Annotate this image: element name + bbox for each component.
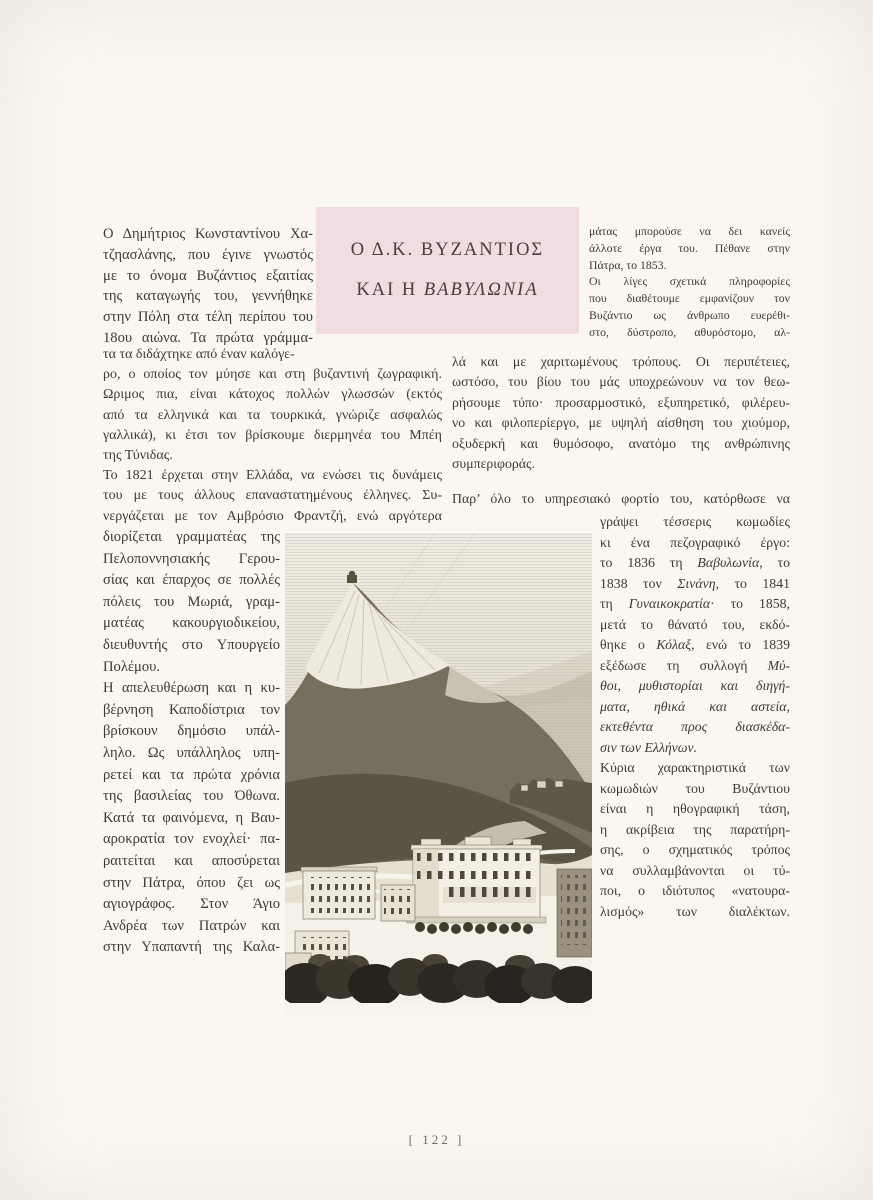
- right-column-lead-line: Παρ’ όλο το υπηρεσιακό φορτίο του, κατόρθωσε να: [452, 491, 790, 506]
- engraving-bottom-margin: [285, 1003, 592, 1015]
- article-title-line1: Ο Δ.Κ. ΒΥΖΑΝΤΙΟΣ: [350, 240, 545, 260]
- engraving-svg: [285, 533, 592, 1015]
- right-column-narrow-paragraphs: γράψει τέσσερις κωμωδίες κι ένα πεζογραφικό έργο: το 1836 τη Βαβυλωνία, το 1838 τον Σινάνη, το 1841 τη Γυναικοκρατία· το 1858, μετά το θάνατό του, εκδό- θηκε ο Κόλαξ, ενώ το 1839 εξέδωσε τη συλλογή Μύ- θοι, μυθιστορίαι και διηγή- ματα, ηθικά και αστεία, εκτεθέντα προς διασκέδα- σιν των Ελλήνων. Κύρια χαρακτηριστικά των κωμωδιών του Βυζάντιου είναι η ηθογραφική τάση, η ακρίβεια της παρατήρη- σης, ο σχηματικός τρόπος να συλλαμβάνονται οι τύ- ποι, ο ιδιότυπος «νατουρα- λισμός» των διαλέκτων.: [600, 514, 790, 919]
- left-column-top-paragraph: Ο Δημήτριος Κωνσταντίνου Χα- τζηασλάνης, που έγινε γνωστός με το όνομα Βυζάντιος εξαιτίας της καταγωγής του, γεννήθηκε στην Πόλη στα τέλη περίπου του 18ου αιώνα. Τα πρώτα γράμμα-: [103, 226, 313, 346]
- right-column-wide-paragraph: λά και με χαριτωμένους τρόπους. Οι περιπέτειες, ωστόσο, του βίου του μάς υποχρεώνουν να τον θεω- ρήσουμε τύπο· προσαρμοστικό, εξυπηρετικό, φιλέρευ- νο και φιλοπερίεργο, με υψηλή αίσθηση του χιούμορ, οξυδερκή και θυμόσοφο, ανατόμο της ανθρώπινης συμπεριφοράς.: [452, 354, 790, 472]
- page-number: [ 122 ]: [408, 1132, 465, 1147]
- article-title-line2-prefix: ΚΑΙ Η: [356, 280, 424, 300]
- palace-building: [407, 837, 546, 923]
- article-title-box: [316, 207, 579, 334]
- engraving-illustration: [285, 533, 592, 1015]
- left-column-wide-paragraphs: τα τα διδάχτηκε από έναν καλόγε- ρο, ο οποίος τον μύησε και στη βυζαντινή ζωγραφική. Ωριμος πια, είναι κάτοχος πολλών γλωσσών (εκτός από τα ελληνικά και τα τουρκικά, γνώριζε ασφαλώς γαλλικά), κι έτσι τον βρίσκουμε διερμηνέα του Μπέη της Τύνιδας. Το 1821 έρχεται στην Ελλάδα, να ενώσει τις δυνάμεις του με τους άλλους επαναστατημένους έλληνες. Συ- νεργάζεται με τον Αμβρόσιο Φραντζή, ενώ αργότερα: [103, 347, 442, 524]
- article-title-line2-work-title: ΒΑΒΥΛΩΝΙΑ: [423, 280, 539, 300]
- article-title-line2: [356, 280, 538, 301]
- left-column-narrow-paragraphs: διορίζεται γραμματέας της Πελοποννησιακής Γερου- σίας και έπαρχος σε πολλές πόλεις του Μωριά, γραμ- ματέας κακουργιοδικείου, διευθυντής στο Υπουργείο Πολέμου. Η απελευθέρωση και η κυ- βέρνηση Καποδίστρια τον βρίσκουν δημόσιο υπάλ- ληλο. Ως υπάλληλος υπη- ρετεί και τα πρώτα χρόνια της βασιλείας του Όθωνα. Κατά τα φαινόμενα, η Βαυ- αροκρατία τον ενοχλεί· πα- ραιτείται και αποσύρεται στην Πάτρα, όπου ζει ως αγιογράφος. Στον Άγιο Ανδρέα των Πατρών και στην Υπαπαντή της Καλα-: [103, 529, 280, 956]
- right-building: [557, 869, 592, 957]
- right-column-top-paragraphs: μάτας μπορούσε να δει κανείς άλλοτε έργα του. Πέθανε στην Πάτρα, το 1853. Οι λίγες σχετικά πληροφορίες που διαθέτουμε εμφανίζουν τον Βυζάντιο ως άνθρωπο ευερέθι- στο, δύστροπο, αθυρόστομο, αλ-: [589, 224, 790, 339]
